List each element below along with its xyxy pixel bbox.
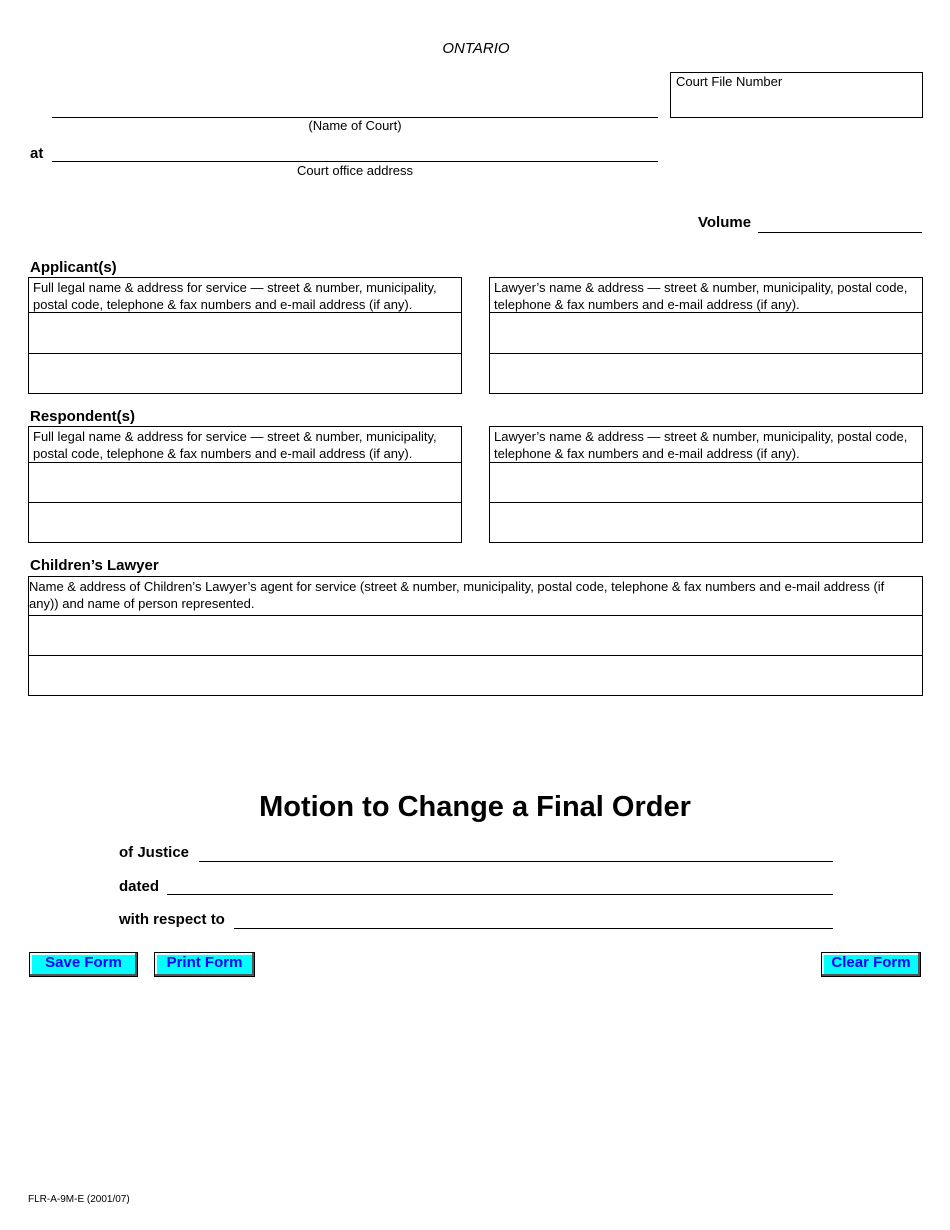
childrens-lawyer-divider [29, 615, 922, 616]
print-form-button[interactable]: Print Form [154, 952, 255, 977]
applicant-lawyer-divider [490, 312, 922, 313]
name-of-court-field[interactable] [52, 98, 657, 116]
respondent-party-divider [29, 462, 461, 463]
respondent-party-box[interactable] [28, 426, 462, 543]
applicant-lawyer-instructions: Lawyer’s name & address — street & number, municipality, postal code, telephone & fax numbers and e-mail address (if any). [494, 280, 908, 312]
of-justice-label: of Justice [119, 844, 190, 861]
respondent-party-instructions: Full legal name & address for service — street & number, municipality, postal code, telephone & fax numbers and e-mail address (if any). [33, 429, 437, 461]
childrens-lawyer-divider [29, 655, 922, 656]
form-code: FLR-A-9M-E (2001/07) [28, 1194, 130, 1205]
respondent-party-divider [29, 502, 461, 503]
respondents-section-label: Respondent(s) [30, 408, 135, 425]
dated-line [167, 894, 833, 895]
with-respect-to-field[interactable] [234, 909, 832, 927]
applicant-party-divider [29, 312, 461, 313]
court-office-address-field[interactable] [52, 142, 657, 160]
court-file-number-label: Court File Number [676, 74, 783, 89]
clear-form-button[interactable]: Clear Form [821, 952, 921, 977]
of-justice-field[interactable] [199, 842, 832, 860]
applicant-party-box[interactable] [28, 277, 462, 394]
of-justice-line [199, 861, 833, 862]
respondent-lawyer-divider [490, 462, 922, 463]
childrens-lawyer-instructions: Name & address of Children’s Lawyer’s agent for service (street & number, municipality, postal code, telephone & fax numbers and e-mail address (if any)) and name of person represented. [29, 579, 885, 611]
applicant-lawyer-box[interactable] [489, 277, 923, 394]
applicant-party-divider [29, 353, 461, 354]
respondent-lawyer-instructions: Lawyer’s name & address — street & number, municipality, postal code, telephone & fax numbers and e-mail address (if any). [494, 429, 908, 461]
applicant-party-instructions: Full legal name & address for service — street & number, municipality, postal code, telephone & fax numbers and e-mail address (if any). [33, 280, 437, 312]
with-respect-to-line [234, 928, 833, 929]
volume-field[interactable] [758, 213, 921, 231]
at-label: at [30, 145, 44, 162]
form-title: Motion to Change a Final Order [259, 791, 691, 823]
respondent-lawyer-divider [490, 502, 922, 503]
childrens-lawyer-box[interactable] [28, 576, 923, 696]
save-form-button[interactable]: Save Form [29, 952, 138, 977]
name-of-court-caption: (Name of Court) [308, 118, 402, 133]
dated-label: dated [119, 878, 160, 895]
jurisdiction-heading: ONTARIO [442, 40, 510, 57]
applicants-section-label: Applicant(s) [30, 259, 117, 276]
court-office-address-caption: Court office address [296, 163, 414, 178]
volume-line [758, 232, 922, 233]
court-office-address-line [52, 161, 658, 162]
with-respect-to-label: with respect to [119, 911, 225, 928]
dated-field[interactable] [167, 875, 832, 893]
court-file-number-box[interactable] [670, 72, 923, 118]
volume-label: Volume [698, 214, 752, 231]
respondent-lawyer-box[interactable] [489, 426, 923, 543]
applicant-lawyer-divider [490, 353, 922, 354]
childrens-lawyer-section-label: Children’s Lawyer [30, 557, 159, 574]
